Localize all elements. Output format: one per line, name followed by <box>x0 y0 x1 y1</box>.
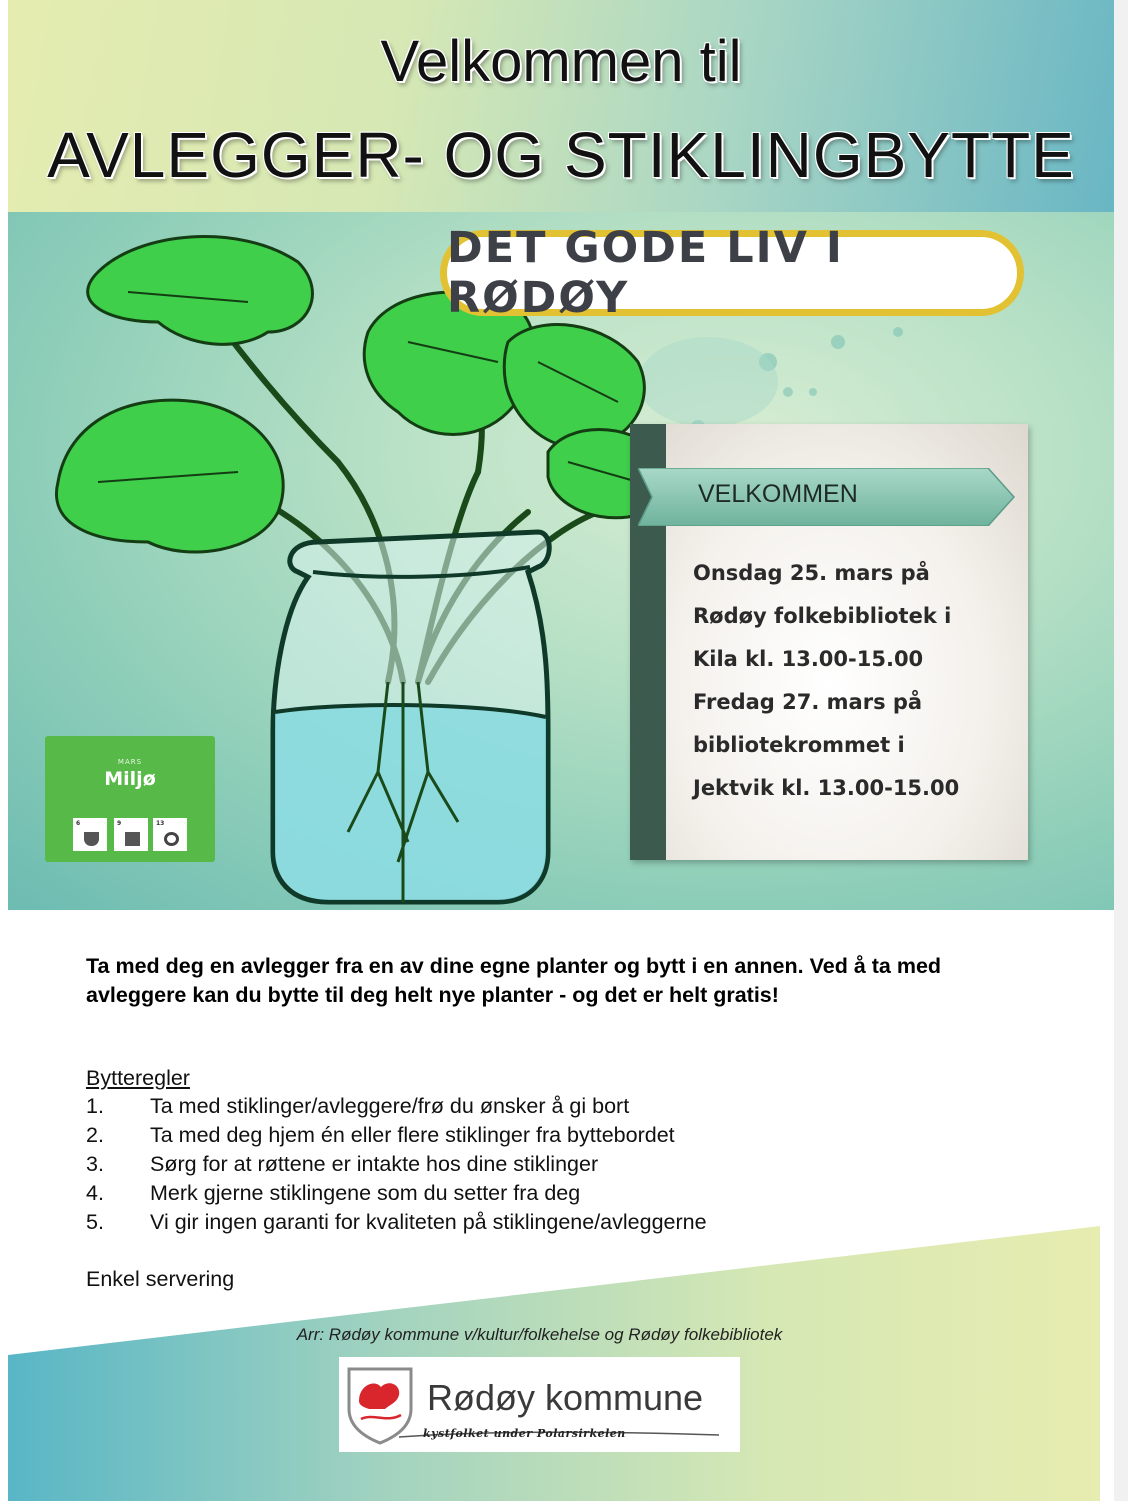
title-event: AVLEGGER- OG STIKLINGBYTTE <box>47 119 1075 191</box>
intro-paragraph: Ta med deg en avlegger fra en av dine egne planter og bytt i en annen. Ved å ta med avleggere kan du bytte til deg helt nye planter - og det er helt gratis! <box>86 954 942 1007</box>
rules-list <box>86 1094 986 1239</box>
sdg-goal-industry-icon <box>114 818 148 851</box>
municipality-logo <box>339 1357 740 1452</box>
event-details <box>693 552 1013 810</box>
event-line: Jektvik kl. 13.00-15.00 <box>693 776 960 800</box>
sdg-badge <box>45 736 215 862</box>
slogan-text: DET GODE LIV I RØDØY <box>447 223 844 323</box>
rules-heading: Bytteregler <box>86 1066 190 1090</box>
event-line: Rødøy folkebibliotek i <box>693 604 952 628</box>
event-line: Kila kl. 13.00-15.00 <box>693 647 924 671</box>
rule-number: 3. <box>86 1152 104 1176</box>
list-item <box>86 1123 986 1152</box>
rule-number: 2. <box>86 1123 104 1147</box>
rule-text: Sørg for at røttene er intakte hos dine stiklinger <box>150 1152 599 1176</box>
list-item <box>86 1094 986 1123</box>
rule-number: 5. <box>86 1210 104 1234</box>
title-welcome: Velkommen til <box>380 29 742 94</box>
rule-text: Ta med deg hjem én eller flere stiklinger fra byttebordet <box>150 1123 675 1147</box>
event-line: Onsdag 25. mars på <box>693 561 930 585</box>
list-item <box>86 1181 986 1210</box>
organizer-credit: Arr: Rødøy kommune v/kultur/folkehelse og Rødøy folkebibliotek <box>296 1325 783 1344</box>
sdg-number: 9 <box>117 820 122 827</box>
welcome-heading: VELKOMMEN <box>698 480 858 508</box>
logo-tagline: kystfolket under Polarsirkelen <box>423 1427 626 1440</box>
badge-theme: Miljø <box>104 768 156 790</box>
list-item <box>86 1152 986 1181</box>
rule-text: Vi gir ingen garanti for kvaliteten på stiklingene/avleggerne <box>150 1210 707 1234</box>
badge-month: MARS <box>117 758 143 766</box>
eye-globe-icon <box>164 832 179 846</box>
logo-name: Rødøy kommune <box>427 1377 704 1418</box>
rule-number: 1. <box>86 1094 104 1118</box>
cubes-icon <box>125 832 140 846</box>
rule-text: Ta med stiklinger/avleggere/frø du ønsker å gi bort <box>150 1094 630 1118</box>
slogan-pill <box>440 223 1024 323</box>
event-line: Fredag 27. mars på <box>693 690 923 714</box>
sdg-goal-water-icon <box>73 818 107 851</box>
serving-note: Enkel servering <box>86 1267 235 1291</box>
rule-number: 4. <box>86 1181 104 1205</box>
page-edge <box>1114 0 1128 1501</box>
rule-text: Merk gjerne stiklingene som du setter fra deg <box>150 1181 581 1205</box>
water-drop-icon <box>84 832 99 846</box>
header-banner <box>8 0 1114 212</box>
sdg-number: 13 <box>156 820 165 827</box>
sdg-goal-climate-icon <box>153 818 187 851</box>
illustration-panel <box>8 212 1120 910</box>
event-line: bibliotekrommet i <box>693 733 905 757</box>
sdg-number: 6 <box>76 820 81 827</box>
